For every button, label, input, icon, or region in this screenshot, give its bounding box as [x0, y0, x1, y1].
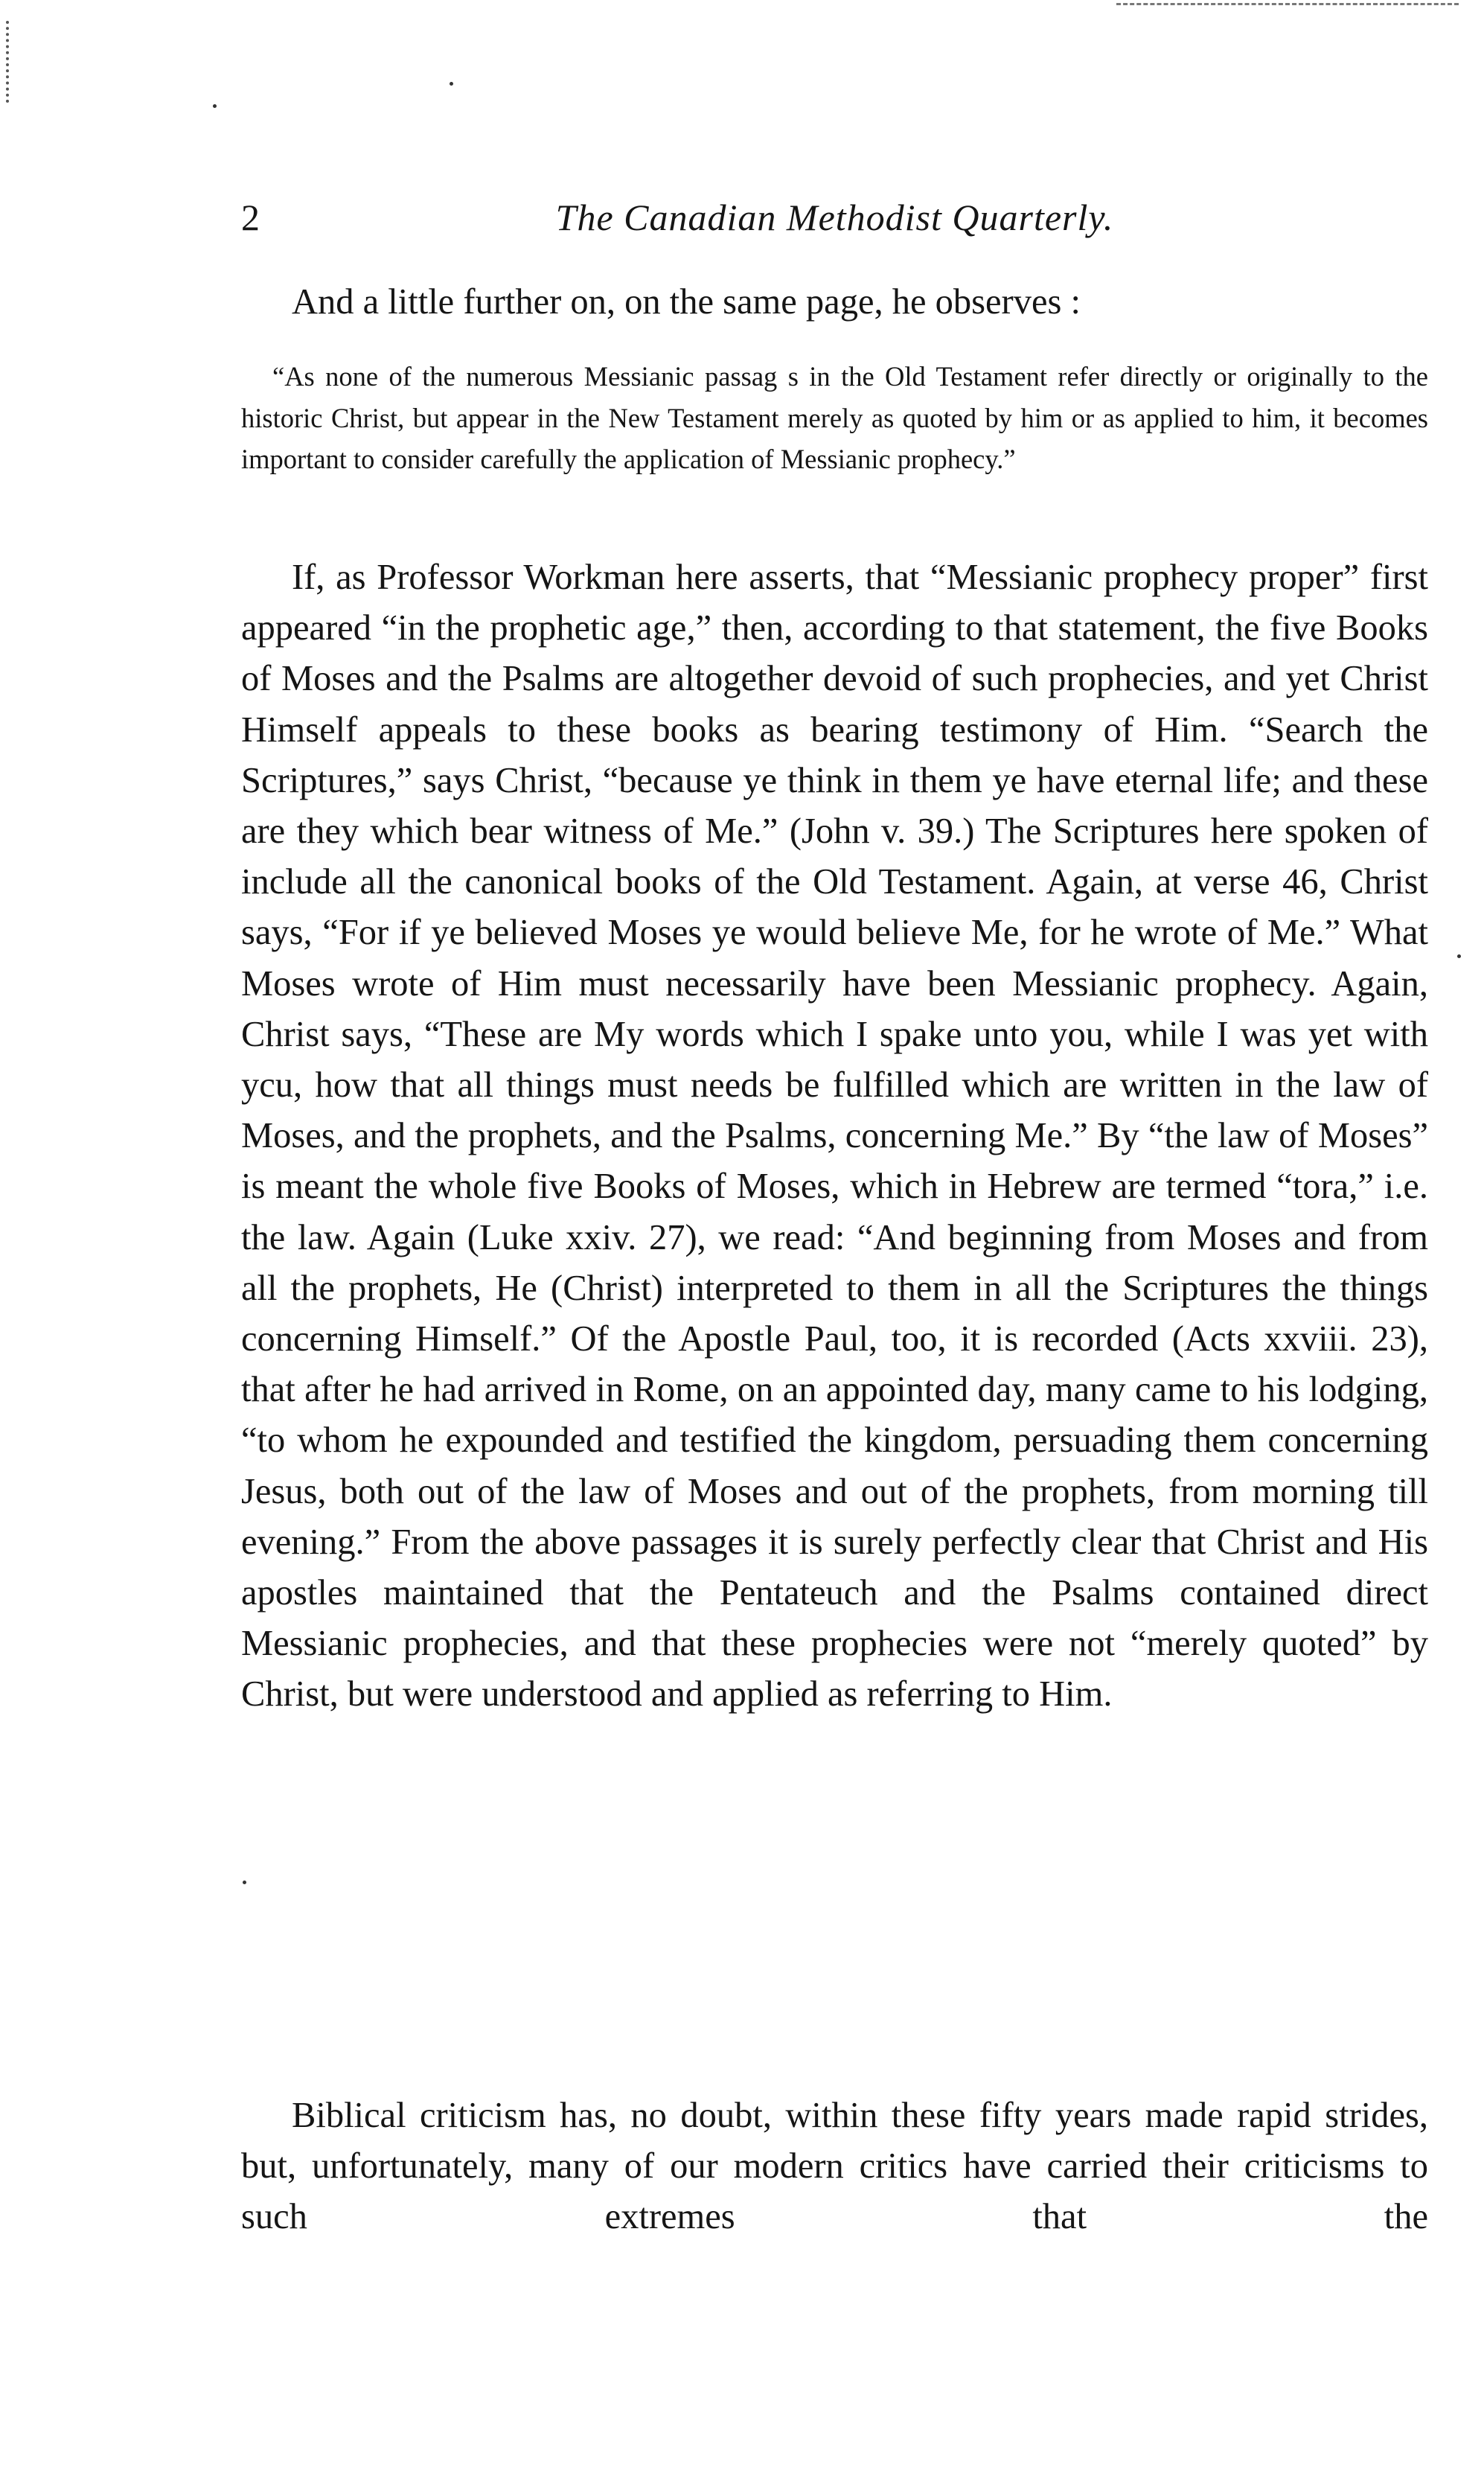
scan-edge-marks [6, 21, 13, 103]
lead-in-sentence: And a little further on, on the same page, he observes : [292, 282, 1081, 322]
block-quote: “As none of the numerous Messianic passag s in the Old Testament refer directly or originally to the historic Christ, but appear in the New Testament merely as quoted by him or as applied to him, it becomes important to consider carefully the application of Messianic prophecy.” [241, 361, 1428, 474]
scan-speck [213, 104, 217, 108]
body-paragraph: If, as Professor Workman here asserts, that “Messianic prophecy proper” first appeared “in the prophetic age,” then, according to that statement, the five Books of Moses and the Psalms are altogether devoid of such prophecies, and yet Christ Himself appeals to these books as bearing testimony of Him. “Search the Scriptures,” says Christ, “because ye think in them ye have eternal life; and these are they which bear witness of Me.” (John v. 39.) The Scriptures here spoken of include all the canonical books of the Old Testament. Again, at verse 46, Christ says, “For if ye believed Moses ye would believe Me, for he wrote of Me.” What Moses wrote of Him must necessarily have been Messianic prophecy. Again, Christ says, “These are My words which I spake unto you, while I was yet with ycu, how that all things must needs be fulfilled which are written in the law of Moses, and the prophets, and the Psalms, concerning Me.” By “the law of Moses” is meant the whole five Books of Moses, which in Hebrew are termed “tora,” i.e. the law. Again (Luke xxiv. 27), we read: “And beginning from Moses and from all the prophets, He (Christ) interpreted to them in all the Scriptures the things concerning Himself.” Of the Apostle Paul, too, it is recorded (Acts xxviii. 23), that after he had arrived in Rome, on an appointed day, many came to his lodging, “to whom he expounded and testified the kingdom, persuading them concerning Jesus, both out of the law of Moses and out of the prophets, from morning till evening.” From the above passages it is surely perfectly clear that Christ and His apostles maintained that the Pentateuch and the Psalms contained direct Messianic prophecies, and that these prophecies were not “merely quoted” by Christ, but were understood and applied as referring to Him. [241, 558, 1428, 1715]
running-head [241, 195, 1428, 247]
body-paragraph: Biblical criticism has, no doubt, within these fifty years made rapid strides, but, unfortunately, many of our modern critics have carried their criticisms to such extremes that the [241, 2096, 1428, 2237]
page-number: 2 [241, 197, 260, 238]
journal-title: The Canadian Methodist Quarterly. [555, 197, 1114, 238]
scan-top-smudge [1116, 3, 1459, 13]
scan-speck [243, 1881, 246, 1884]
scan-speck [450, 82, 453, 86]
scan-speck [1457, 954, 1461, 958]
